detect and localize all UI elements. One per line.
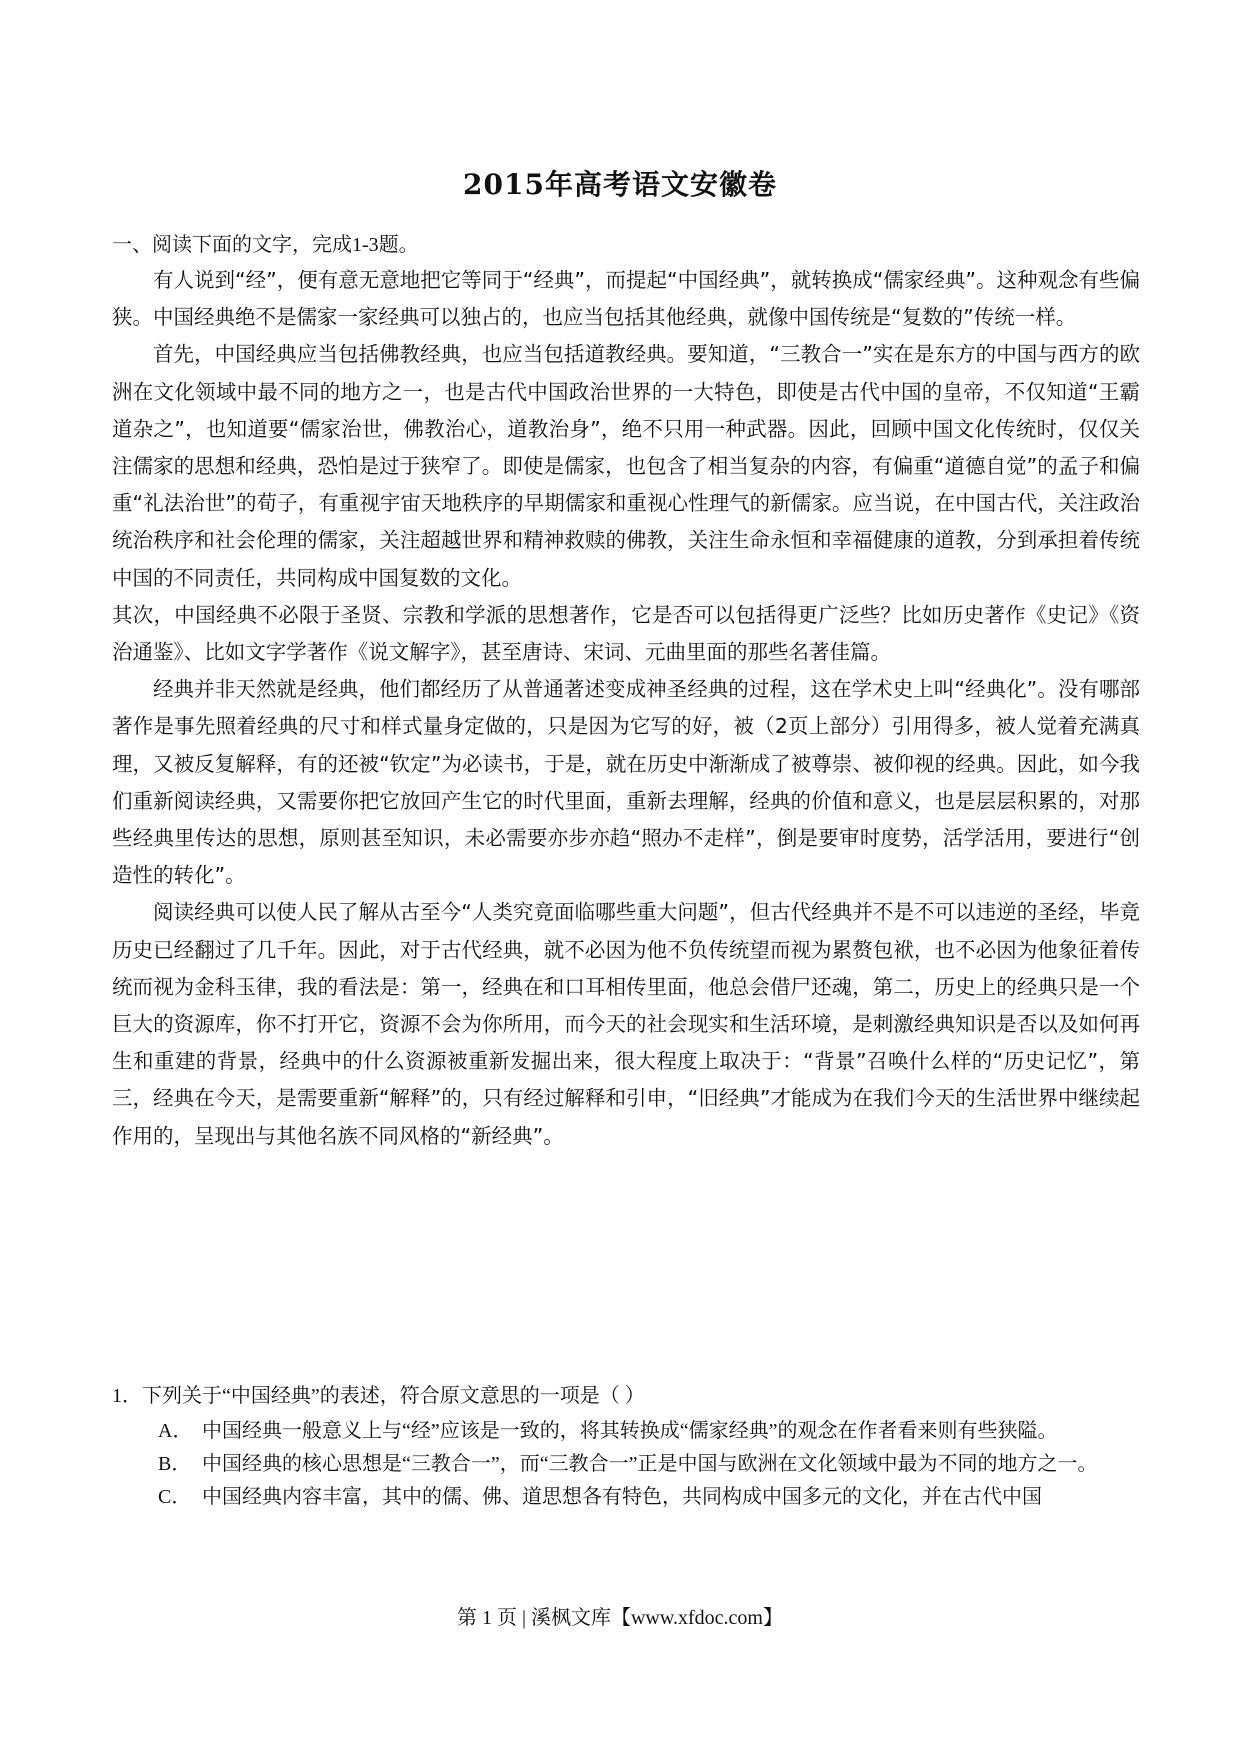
- question-1: [112, 1380, 1140, 1514]
- option-a-text: 中国经典一般意义上与“经”应该是一致的，将其转换成“儒家经典”的观念在作者看来则有些狭隘。: [202, 1420, 1058, 1442]
- passage-paragraph-2: 首先，中国经典应当包括佛教经典，也应当包括道教经典。要知道，“三教合一”实在是东方的中国与西方的欧洲在文化领域中最不同的地方之一，也是古代中国政治世界的一大特色，即使是古代中国的皇帝，不仅知道“王霸道杂之”，也知道要“儒家治世，佛教治心，道教治身”，绝不只用一种武器。因此，回顾中国文化传统时，仅仅关注儒家的思想和经典，恐怕是过于狭窄了。即使是儒家，也包含了相当复杂的内容，有偏重“道德自觉”的孟子和偏重“礼法治世”的荀子，有重视宇宙天地秩序的早期儒家和重视心性理气的新儒家。应当说，在中国古代，关注政治统治秩序和社会伦理的儒家，关注超越世界和精神救赎的佛教，关注生命永恒和幸福健康的道教，分到承担着传统中国的不同责任，共同构成中国复数的文化。: [112, 342, 1140, 590]
- passage-paragraph-4: 经典并非天然就是经典，他们都经历了从普通著述变成神圣经典的过程，这在学术史上叫“经典化”。没有哪部著作是事先照着经典的尺寸和样式量身定做的，只是因为它写的好，被（2页上部分）引用得多，被人觉着充满真理，又被反复解释，有的还被“钦定”为必读书，于是，就在历史中渐渐成了被尊崇、被仰视的经典。因此，如今我们重新阅读经典，又需要你把它放回产生它的时代里面，重新去理解，经典的价值和意义，也是层层积累的，对那些经典里传达的思想，原则甚至知识，未必需要亦步亦趋“照办不走样”，倒是要审时度势，活学活用，要进行“创造性的转化”。: [112, 677, 1140, 888]
- document-title: 2015年高考语文安徽卷: [463, 168, 777, 201]
- option-b-label: B．: [158, 1453, 192, 1475]
- section-heading: 一、阅读下面的文字，完成1-3题。: [112, 234, 419, 256]
- option-c-text: 中国经典内容丰富，其中的儒、佛、道思想各有特色，共同构成中国多元的文化，并在古代中国: [202, 1486, 1042, 1508]
- passage-paragraph-3: 其次，中国经典不必限于圣贤、宗教和学派的思想著作，它是否可以包括得更广泛些？比如历史著作《史记》《资治通鉴》、比如文字学著作《说文解字》，甚至唐诗、宋词、元曲里面的那些名著佳篇。: [112, 602, 1140, 665]
- option-a-label: A．: [158, 1420, 193, 1442]
- passage-paragraph-5: 阅读经典可以使人民了解从古至今“人类究竟面临哪些重大问题”，但古代经典并不是不可以违逆的圣经，毕竟历史已经翻过了几千年。因此，对于古代经典，就不必因为他不负传统望而视为累赘包袱，也不必因为他象征着传统而视为金科玉律，我的看法是：第一，经典在和口耳相传里面，他总会借尸还魂，第二，历史上的经典只是一个巨大的资源库，你不打开它，资源不会为你所用，而今天的社会现实和生活环境，是刺激经典知识是否以及如何再生和重建的背景，经典中的什么资源被重新发掘出来，很大程度上取决于：“背景”召唤什么样的“历史记忆”，第三，经典在今天，是需要重新“解释”的，只有经过解释和引申，“旧经典”才能成为在我们今天的生活世界中继续起作用的，呈现出与其他名族不同风格的“新经典”。: [112, 900, 1140, 1148]
- passage-paragraph-1: 有人说到“经”，便有意无意地把它等同于“经典”，而提起“中国经典”，就转换成“儒家经典”。这种观念有些偏狭。中国经典绝不是儒家一家经典可以独占的，也应当包括其他经典，就像中国传统是“复数的”传统一样。: [112, 268, 1140, 330]
- option-c-label: C．: [158, 1486, 192, 1508]
- reading-passage: [112, 262, 1140, 1155]
- option-b: [158, 1448, 1140, 1481]
- option-a: [158, 1415, 1140, 1448]
- question-stem: 1．下列关于“中国经典”的表述，符合原文意思的一项是（ ）: [112, 1385, 645, 1407]
- option-b-text: 中国经典的核心思想是“三教合一”，而“三教合一”正是中国与欧洲在文化领域中最为不同的地方之一。: [202, 1453, 1098, 1475]
- option-c: [158, 1481, 1140, 1514]
- page-footer: 第 1 页 | 溪枫文库【www.xfdoc.com】: [456, 1607, 783, 1629]
